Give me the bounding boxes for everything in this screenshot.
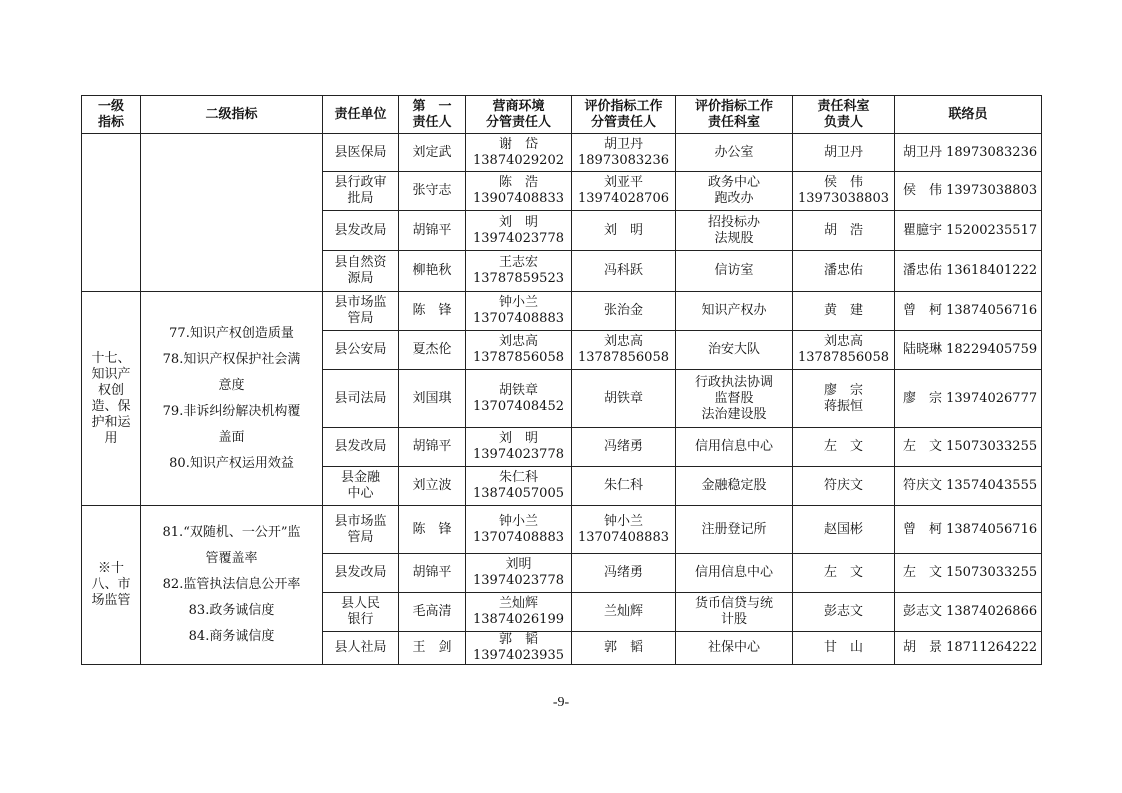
business-env-person: 王志宏 13787859523	[466, 251, 572, 292]
business-env-person: 刘忠高 13787856058	[466, 331, 572, 370]
office-head: 刘忠高 13787856058	[793, 331, 895, 370]
header-eval-office: 评价指标工作 责任科室	[676, 96, 793, 134]
eval-work-person: 刘亚平 13974028706	[572, 172, 676, 211]
table-row	[82, 292, 1042, 331]
first-responsible-person: 刘立波	[399, 467, 466, 506]
office-head: 赵国彬	[793, 506, 895, 554]
eval-work-person: 冯绪勇	[572, 554, 676, 593]
responsible-unit: 县市场监 管局	[323, 292, 399, 331]
responsible-unit: 县发改局	[323, 211, 399, 251]
responsible-unit: 县行政审 批局	[323, 172, 399, 211]
liaison: 符庆文 13574043555	[895, 467, 1042, 506]
first-responsible-person: 刘定武	[399, 134, 466, 172]
eval-work-office: 招投标办 法规股	[676, 211, 793, 251]
business-env-person: 陈 浩 13907408833	[466, 172, 572, 211]
office-head: 胡卫丹	[793, 134, 895, 172]
responsible-unit: 县人社局	[323, 632, 399, 665]
business-env-person: 郭 韬 13974023935	[466, 632, 572, 665]
responsible-unit: 县司法局	[323, 370, 399, 428]
eval-work-person: 冯科跃	[572, 251, 676, 292]
liaison: 潘忠佑 13618401222	[895, 251, 1042, 292]
liaison: 陆晓琳 18229405759	[895, 331, 1042, 370]
responsible-unit: 县医保局	[323, 134, 399, 172]
header-row	[82, 96, 1042, 134]
first-responsible-person: 王 剑	[399, 632, 466, 665]
first-responsible-person: 陈 锋	[399, 292, 466, 331]
eval-work-office: 知识产权办	[676, 292, 793, 331]
level1-indicator: ※十 八、市 场监管	[82, 506, 141, 665]
header-business-env-person: 营商环境 分管责任人	[466, 96, 572, 134]
liaison: 曾 柯 13874056716	[895, 506, 1042, 554]
level2-indicators	[141, 292, 323, 506]
liaison: 廖 宗 13974026777	[895, 370, 1042, 428]
first-responsible-person: 胡锦平	[399, 554, 466, 593]
office-head: 彭志文	[793, 593, 895, 632]
level2-indicator-item: 84.商务诚信度	[188, 629, 275, 644]
first-responsible-person: 胡锦平	[399, 211, 466, 251]
liaison: 侯 伟 13973038803	[895, 172, 1042, 211]
responsible-unit: 县人民 银行	[323, 593, 399, 632]
office-head: 廖 宗 蒋振恒	[793, 370, 895, 428]
business-env-person: 钟小兰 13707408883	[466, 292, 572, 331]
level2-indicator-item: 82.监管执法信息公开率	[162, 577, 301, 592]
eval-work-office: 金融稳定股	[676, 467, 793, 506]
liaison: 曾 柯 13874056716	[895, 292, 1042, 331]
header-office-head: 责任科室 负责人	[793, 96, 895, 134]
eval-work-office: 注册登记所	[676, 506, 793, 554]
responsible-unit: 县自然资 源局	[323, 251, 399, 292]
indicator-responsibility-table	[81, 95, 1042, 665]
responsible-unit: 县公安局	[323, 331, 399, 370]
level2-indicator-item: 意度	[218, 377, 245, 393]
level1-indicator	[82, 134, 141, 292]
responsible-unit: 县发改局	[323, 554, 399, 593]
eval-work-office: 货币信贷与统 计股	[676, 593, 793, 632]
header-level2: 二级指标	[141, 96, 323, 134]
business-env-person: 谢 岱 13874029202	[466, 134, 572, 172]
eval-work-office: 信用信息中心	[676, 428, 793, 467]
eval-work-person: 郭 韬	[572, 632, 676, 665]
eval-work-office: 信访室	[676, 251, 793, 292]
table-row	[82, 134, 1042, 172]
liaison: 左 文 15073033255	[895, 428, 1042, 467]
first-responsible-person: 张守志	[399, 172, 466, 211]
eval-work-office: 政务中心 跑改办	[676, 172, 793, 211]
header-liaison: 联络员	[895, 96, 1042, 134]
business-env-person: 刘明 13974023778	[466, 554, 572, 593]
level2-indicator-item: 78.知识产权保护社会满	[162, 351, 301, 367]
level2-indicator-item: 81.“双随机、一公开”监	[162, 525, 301, 540]
business-env-person: 胡铁章 13707408452	[466, 370, 572, 428]
responsible-unit: 县发改局	[323, 428, 399, 467]
first-responsible-person: 夏杰伦	[399, 331, 466, 370]
liaison: 胡卫丹 18973083236	[895, 134, 1042, 172]
level2-indicator-item: 管覆盖率	[205, 551, 258, 566]
level2-indicators	[141, 506, 323, 665]
first-responsible-person: 胡锦平	[399, 428, 466, 467]
business-env-person: 兰灿辉 13874026199	[466, 593, 572, 632]
eval-work-person: 刘 明	[572, 211, 676, 251]
level2-indicator-item: 盖面	[218, 429, 245, 445]
liaison: 左 文 15073033255	[895, 554, 1042, 593]
first-responsible-person: 陈 锋	[399, 506, 466, 554]
level2-indicator-item: 80.知识产权运用效益	[169, 455, 294, 471]
eval-work-person: 刘忠高 13787856058	[572, 331, 676, 370]
business-env-person: 刘 明 13974023778	[466, 428, 572, 467]
eval-work-person: 钟小兰 13707408883	[572, 506, 676, 554]
eval-work-person: 张治金	[572, 292, 676, 331]
header-level1: 一级 指标	[82, 96, 141, 134]
liaison: 瞿臆宇 15200235517	[895, 211, 1042, 251]
liaison: 胡 景 18711264222	[895, 632, 1042, 665]
eval-work-office: 行政执法协调 监督股 法治建设股	[676, 370, 793, 428]
business-env-person: 钟小兰 13707408883	[466, 506, 572, 554]
level2-indicators	[141, 134, 323, 292]
eval-work-person: 朱仁科	[572, 467, 676, 506]
level2-indicator-item: 77.知识产权创造质量	[169, 325, 294, 341]
header-first-person: 第 一 责任人	[399, 96, 466, 134]
first-responsible-person: 毛高清	[399, 593, 466, 632]
office-head: 甘 山	[793, 632, 895, 665]
header-eval-person: 评价指标工作 分管责任人	[572, 96, 676, 134]
office-head: 黄 建	[793, 292, 895, 331]
level2-indicator-item: 83.政务诚信度	[188, 603, 275, 618]
office-head: 侯 伟 13973038803	[793, 172, 895, 211]
page-number: -9-	[552, 695, 570, 710]
level2-indicator-item: 79.非诉纠纷解决机构覆	[162, 403, 301, 419]
office-head: 胡 浩	[793, 211, 895, 251]
eval-work-person: 冯绪勇	[572, 428, 676, 467]
eval-work-office: 治安大队	[676, 331, 793, 370]
business-env-person: 朱仁科 13874057005	[466, 467, 572, 506]
office-head: 潘忠佑	[793, 251, 895, 292]
table-row	[82, 506, 1042, 554]
eval-work-person: 胡卫丹 18973083236	[572, 134, 676, 172]
eval-work-office: 社保中心	[676, 632, 793, 665]
responsible-unit: 县市场监 管局	[323, 506, 399, 554]
office-head: 左 文	[793, 428, 895, 467]
eval-work-person: 胡铁章	[572, 370, 676, 428]
first-responsible-person: 柳艳秋	[399, 251, 466, 292]
responsible-unit: 县金融 中心	[323, 467, 399, 506]
office-head: 符庆文	[793, 467, 895, 506]
level1-indicator: 十七、 知识产 权创 造、保 护和运 用	[82, 292, 141, 506]
eval-work-office: 办公室	[676, 134, 793, 172]
eval-work-person: 兰灿辉	[572, 593, 676, 632]
liaison: 彭志文 13874026866	[895, 593, 1042, 632]
eval-work-office: 信用信息中心	[676, 554, 793, 593]
first-responsible-person: 刘国琪	[399, 370, 466, 428]
business-env-person: 刘 明 13974023778	[466, 211, 572, 251]
header-unit: 责任单位	[323, 96, 399, 134]
office-head: 左 文	[793, 554, 895, 593]
